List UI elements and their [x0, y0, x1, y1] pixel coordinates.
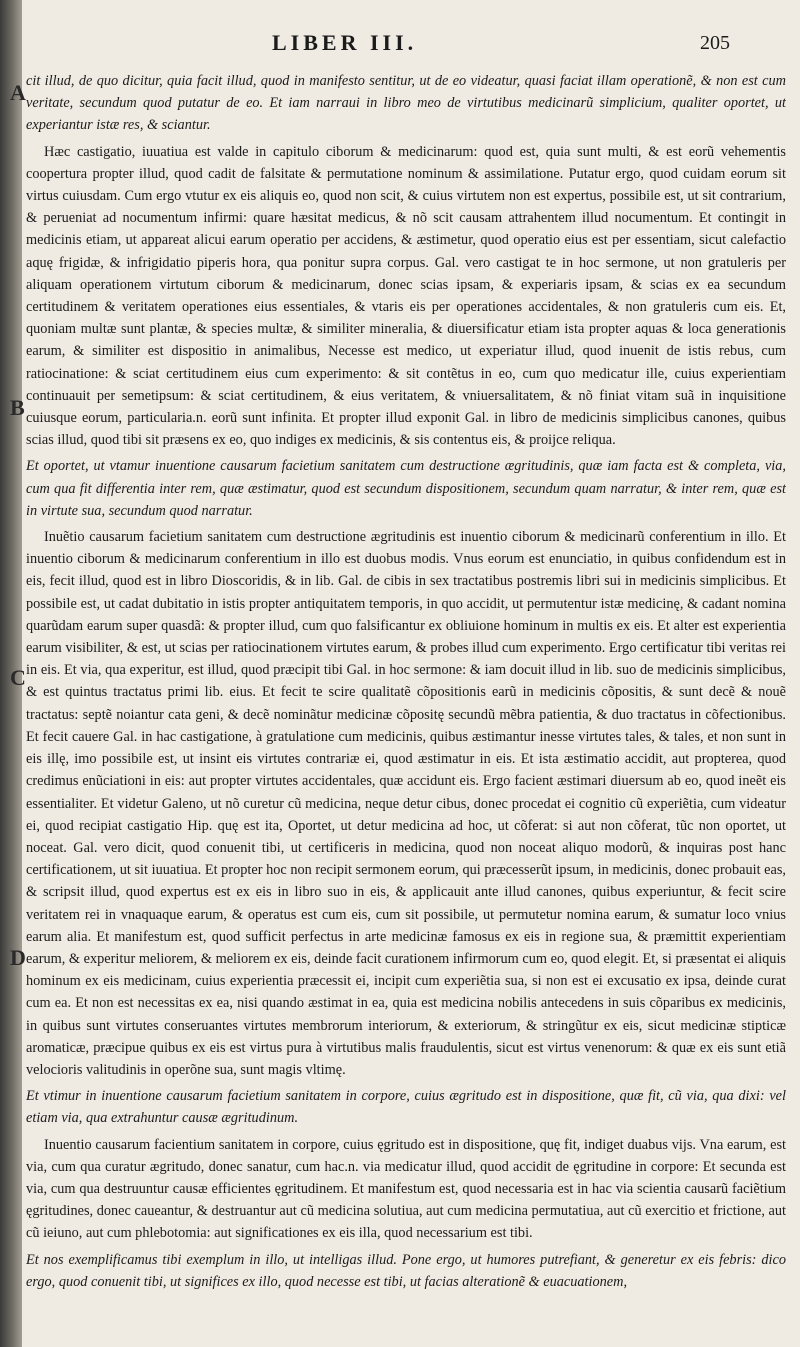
- section-marker-c: C: [10, 665, 26, 690]
- section-marker-a: A: [10, 80, 26, 105]
- section-marker-d: D: [10, 945, 26, 970]
- commentary-continuation: cit illud, de quo dicitur, quia facit illud, quod in manifesto sentitur, ut de eo videatur, quasi faciat illam operationẽ, & non est cum veritate, secundum quod putatur de eo. Et iam narraui in libro meo de virtutibus medicinarũ simplicium, qualiter oportet, ut experiantur istæ res, & sciantur.: [26, 73, 786, 134]
- commentary-paragraph: Hæc castigatio, iuuatiua est valde in capitulo ciborum & medicinarum: quod est, quia sunt multi, & est eorũ vehementis coopertura propter illud, quod cadit de falsitate & permutatione nominum & assimilatione. Putatur ergo, quod cuidam eorum sit virtus cuiusdam. Cum ergo vtutur ex eis aliquis eo, quod non scit, & cuius virtutem non est expertus, possibile est, ut sit contrarium, & perueniat ad nocumentum infirmi: quare hæsitat medicus, & nõ scit causam attrahentem illud nocumentum. Et contingit in medicinis etiam, ut appareat alicui earum operatio per accidens, & æstimetur, quod operatio eius est per essentiam, sicut calefactio aquę frigidæ, & infrigidatio piperis hora, qua ponitur supra corpus. Gal. vero castigat te in hoc sermone, ut non gratuleris per aliquam operationem virtutum ciborum & medicinarum, donec scias ipsam, & experiaris ipsam, & scias ex ea secundum certitudinem & veritatem operationes eius essentiales, & vtaris eis per operationes accidentales, & non gratuleris cum eis. Et, quoniam multæ sunt plantæ, & species multæ, & similiter mineralia, & diuersificatur etiam ista propter aquas & loca generationis earum, & similiter est dispositio in animalibus, Necesse est medico, ut experiatur illud, quod inuenit de istis rebus, cum ratiocinatione: & sciat certitudinem eius cum experimento: & sit contẽtus in eo, cum quo medicatur ille, cuius experientiam continuauit per semetipsum: & sciat certitudinem, & eius veritatem, & vniuersalitatem, & nõ finiat vitam suã in inquisitione cuiusque eorum, particularia.n. eorũ sunt infinita. Et propter illud exponit Gal. in libro de medicinis simplicibus canones, quibus scias illud, quod tibi sit præsens ex eo, quo indiges ex medicinis, & sis contentus eis, & proijce reliqua.: [26, 143, 786, 449]
- aphorism-text: Et oportet, ut vtamur inuentione causarum facietium sanitatem cum destructione ægritudinis, quæ iam facta est & completa, via, cum qua fit differentia inter rem, quæ æstimatur, quod est secundum dispositionem, secundum quam narratur, & inter rem, quæ est in virtute sua, secundum quod narratur.: [26, 458, 786, 519]
- aphorism-text: Et nos exemplificamus tibi exemplum in illo, ut intelligas illud. Pone ergo, ut humores putrefiant, & generetur ex eis febris: dico ergo, quod conuenit tibi, ut significes ex illo, quod necesse est tibi, ut facias alterationẽ & euacuationem,: [26, 1251, 786, 1290]
- book-page: [10, 0, 800, 1347]
- commentary-paragraph: Inuẽtio causarum facietium sanitatem cum destructione ægritudinis est inuentio ciborum & medicinarũ conferentium in illo. Et inuentio ciborum & medicinarum conferentium in illo est duobus modis. Vnus eorum est enunciatio, in quibus confidendum est in eis, fecit illud, quod est in libro Dioscoridis, & in lib. Gal. de cibis in sex tractatibus postremis libri sui in medicinis simplicibus. Et possibile est, ut cadat dubitatio in istis propter antiquitatem temporis, in quo accidit, ut permutentur istæ medicinę, & cadant nomina quarũdam earum super quasdã: & propter illud, cum quo falsificantur ex obliuione hominum in multis ex eis. Et alter est experientia earum visibiliter, & est, ut scias per ratiocinationem virtutes earum, & probes illud cum experimento. Ergo certificatur tibi veritas rei in eis. Et via, qua experitur, est illud, quod præcipit tibi Gal. in hoc sermone: & iam docuit illud in lib. suo de medicinis simplicibus, & est quintus tractatus primi lib. eius. Et fecit te scire qualitatẽ cõpositionis earũ in medicinis cõpositis, & sunt decẽ & nouẽ tractatus: septẽ noiantur cata geni, & decẽ nominãtur medicinæ cõpositę secundũ mẽbra patientia, & duo tractatus in cõfectionibus. Et fecit cauere Gal. in hac castigatione, à gratulatione cum medicinis, quibus æstimantur inesse virtutes tales, & tales, et non sunt in eis illę, imo possibile est, ut insint eis virtutes contrariæ ei, quod æstimatur in eis. Et ista æstimatio accidit, aut propterea, quod credimus enũciationi in eis: aut propter virtutes accidentales, quæ accidunt eis. Ergo facient æstimari diuersum ab eo, quod ineẽt eis essentialiter. Et videtur Galeno, ut nõ curetur cũ medicina, neque detur cibus, donec procedat ei cognitio cũ experiẽtia, cum videatur ei, quod recipiat castigatio Hip. quę est ita, Oportet, ut detur medicina ad hoc, ut cõferat: si aut non cõferat, tũc non oportet, ut noceat. Gal. vero dicit, quod conuenit tibi, ut certificeris in medicina, quod non noceat aliquo modorũ, & inquiras post hanc certificationem, ut sit iuuatiua. Et propter hoc non recipit sermonem eorum, qui præcesserũt ipsum, in medicinis, donec probauit eas, & scripsit illud, quod expertus est ex eis in libro suo in eis, & applicauit ante illud canones, quibus experiuntur, & fecit scire veritatem rei in vnaquaque earum, & operatus est cum eis, cum sit possibile, ut permutetur nomina earum, & sumatur loco vnius earum alia. Et manifestum est, quod sufficit perfectus in arte medicinæ famosus ex eis in regione sua, & præmittit experientiam earum, & experitur meliorem, & meliorem ex eis, deinde facit curationem infirmorum cum eo, quod elegit. Et, si præsentat ei aliquis hominum ex eis medicinam, cuius experientia præcessit ei, incipit cum experiẽtia sua, si non est ei excusatio ex ipsa, deinde curat cum ea. Et non est necessitas ex ea, nisi quando æstimat in ea, quia est medicina nobilis antecedens in suis cõparibus ex medicinis, in quibus sunt virtutes conseruantes virtutes membrorum interiorum, & exteriorum, & stringũtur ex eis, sicut medicinæ stipticæ aromaticæ, præcipue quibus ex eis est virtus pura à virtutibus malis fraudulentis, sicut est virtus venenorum: & quæ ex eis sunt etiã velocioris valitudinis in operõne sua, sunt magis vltimę.: [26, 529, 786, 1078]
- page-header: [22, 30, 800, 60]
- page-number: 205: [700, 32, 730, 54]
- aphorism-text: Et vtimur in inuentione causarum facietium sanitatem in corpore, cuius ægritudo est in dispositione, quæ fit, cũ via, qua dixi: vel etiam via, qua extrahuntur causæ ægritudinum.: [26, 1088, 786, 1127]
- running-head: LIBER III.: [272, 30, 418, 55]
- commentary-paragraph: Inuentio causarum facientium sanitatem in corpore, cuius ęgritudo est in dispositione, quę fit, indiget duabus vijs. Vna earum, est via, cum qua curatur ægritudo, donec sanatur, cum hac.n. via medicatur illud, quod accidit de ęgritudine in corpore: Et secunda est via, cum qua destruuntur causæ efficientes ęgritudinem. Et manifestum est, quod necessaria est in hac via scientia causarũ faciẽtium ęgritudines, donec caueantur, & destruantur aut cũ medicina solutiua, aut cum medicina permutatiua, aut cũ exercitio et frictione, aut cũ ieiuno, aut cum phlebotomia: aut significationes ex eis illa, quod necessarium est tibi.: [26, 1136, 786, 1242]
- section-marker-b: B: [10, 395, 25, 420]
- page-body: [26, 70, 786, 1340]
